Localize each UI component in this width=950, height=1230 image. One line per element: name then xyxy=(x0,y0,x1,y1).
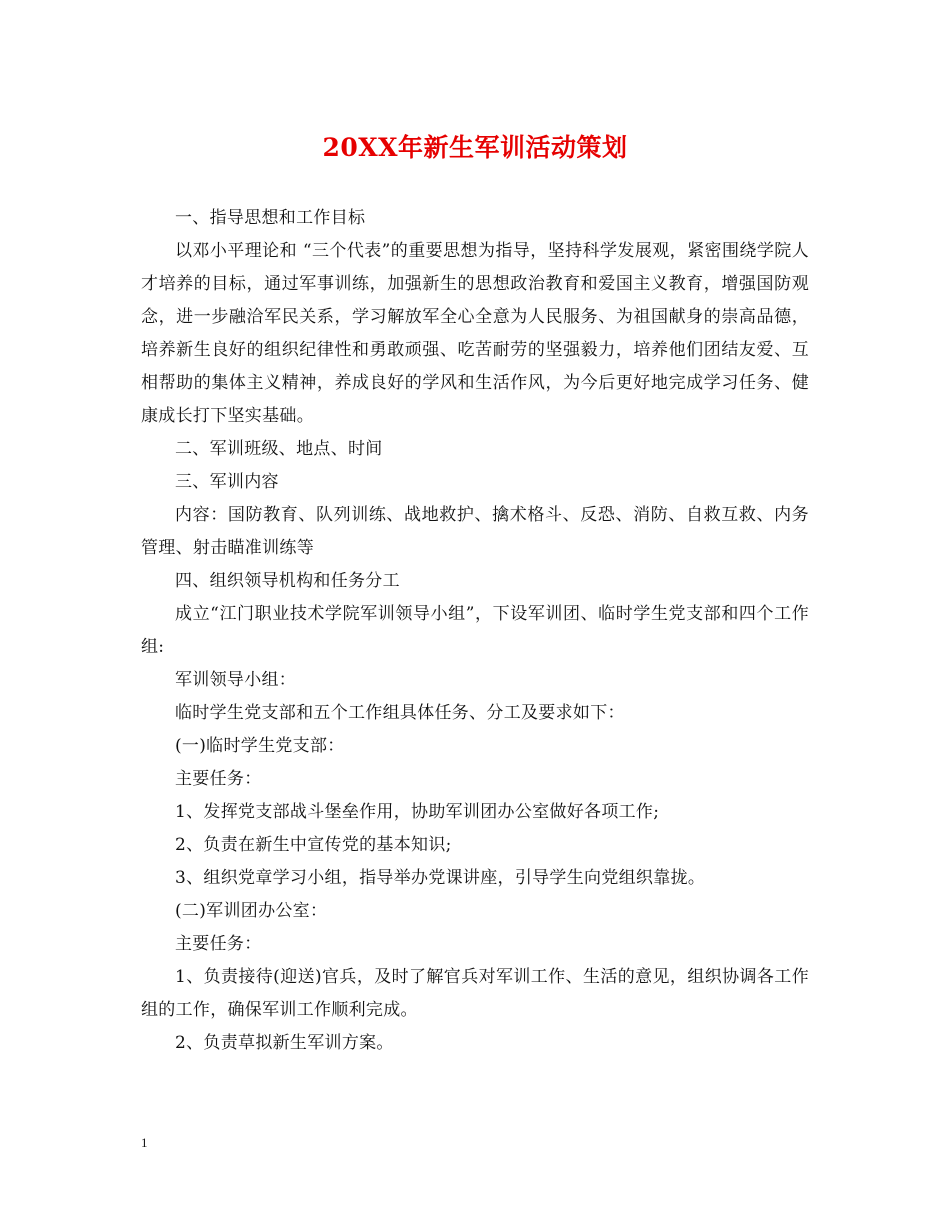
subheading-office: (二)军训团办公室： xyxy=(175,901,328,921)
heading-training-content: 三、军训内容 xyxy=(175,472,279,492)
document-body xyxy=(141,202,809,1060)
list-item: 2、负责草拟新生军训方案。 xyxy=(175,1033,394,1053)
heading-classes-location-time: 二、军训班级、地点、时间 xyxy=(175,439,383,459)
paragraph-leadership-group: 军训领导小组： xyxy=(175,670,297,690)
label-main-tasks-2: 主要任务： xyxy=(175,934,262,954)
document-title: 20XX年新生军训活动策划 xyxy=(322,133,628,162)
paragraph-training-content: 内容：国防教育、队列训练、战地救护、擒术格斗、反恐、消防、自救互救、内务管理、射击瞄准训练等 xyxy=(141,505,809,558)
paragraph-guiding-ideology: 以邓小平理论和 “三个代表”的重要思想为指导，坚持科学发展观，紧密围绕学院人才培养的目标，通过军事训练，加强新生的思想政治教育和爱国主义教育，增强国防观念，进一步融洽军民关系，学习解放军全心全意为人民服务、为祖国献身的崇高品德，培养新生良好的组织纪律性和勇敢顽强、吃苦耐劳的坚强毅力，培养他们团结友爱、互相帮助的集体主义精神，养成良好的学风和生活作风，为今后更好地完成学习任务、健康成长打下坚实基础。 xyxy=(141,241,809,426)
list-item: 3、组织党章学习小组，指导举办党课讲座，引导学生向党组织靠拢。 xyxy=(175,868,706,888)
subheading-party-branch: (一)临时学生党支部： xyxy=(175,736,345,756)
paragraph-task-intro: 临时学生党支部和五个工作组具体任务、分工及要求如下： xyxy=(175,703,625,723)
paragraph-organization: 成立“江门职业技术学院军训领导小组”，下设军训团、临时学生党支部和四个工作组: xyxy=(141,604,809,657)
list-item: 2、负责在新生中宣传党的基本知识; xyxy=(175,835,452,855)
page-number: 1 xyxy=(141,1135,148,1150)
heading-organization: 四、组织领导机构和任务分工 xyxy=(175,571,400,591)
label-main-tasks-1: 主要任务： xyxy=(175,769,262,789)
heading-guiding-ideology: 一、指导思想和工作目标 xyxy=(175,208,366,228)
list-item: 1、负责接待(迎送)官兵，及时了解官兵对军训工作、生活的意见，组织协调各工作组的工作，确保军训工作顺利完成。 xyxy=(141,967,809,1020)
list-item: 1、发挥党支部战斗堡垒作用，协助军训团办公室做好各项工作; xyxy=(175,802,660,822)
